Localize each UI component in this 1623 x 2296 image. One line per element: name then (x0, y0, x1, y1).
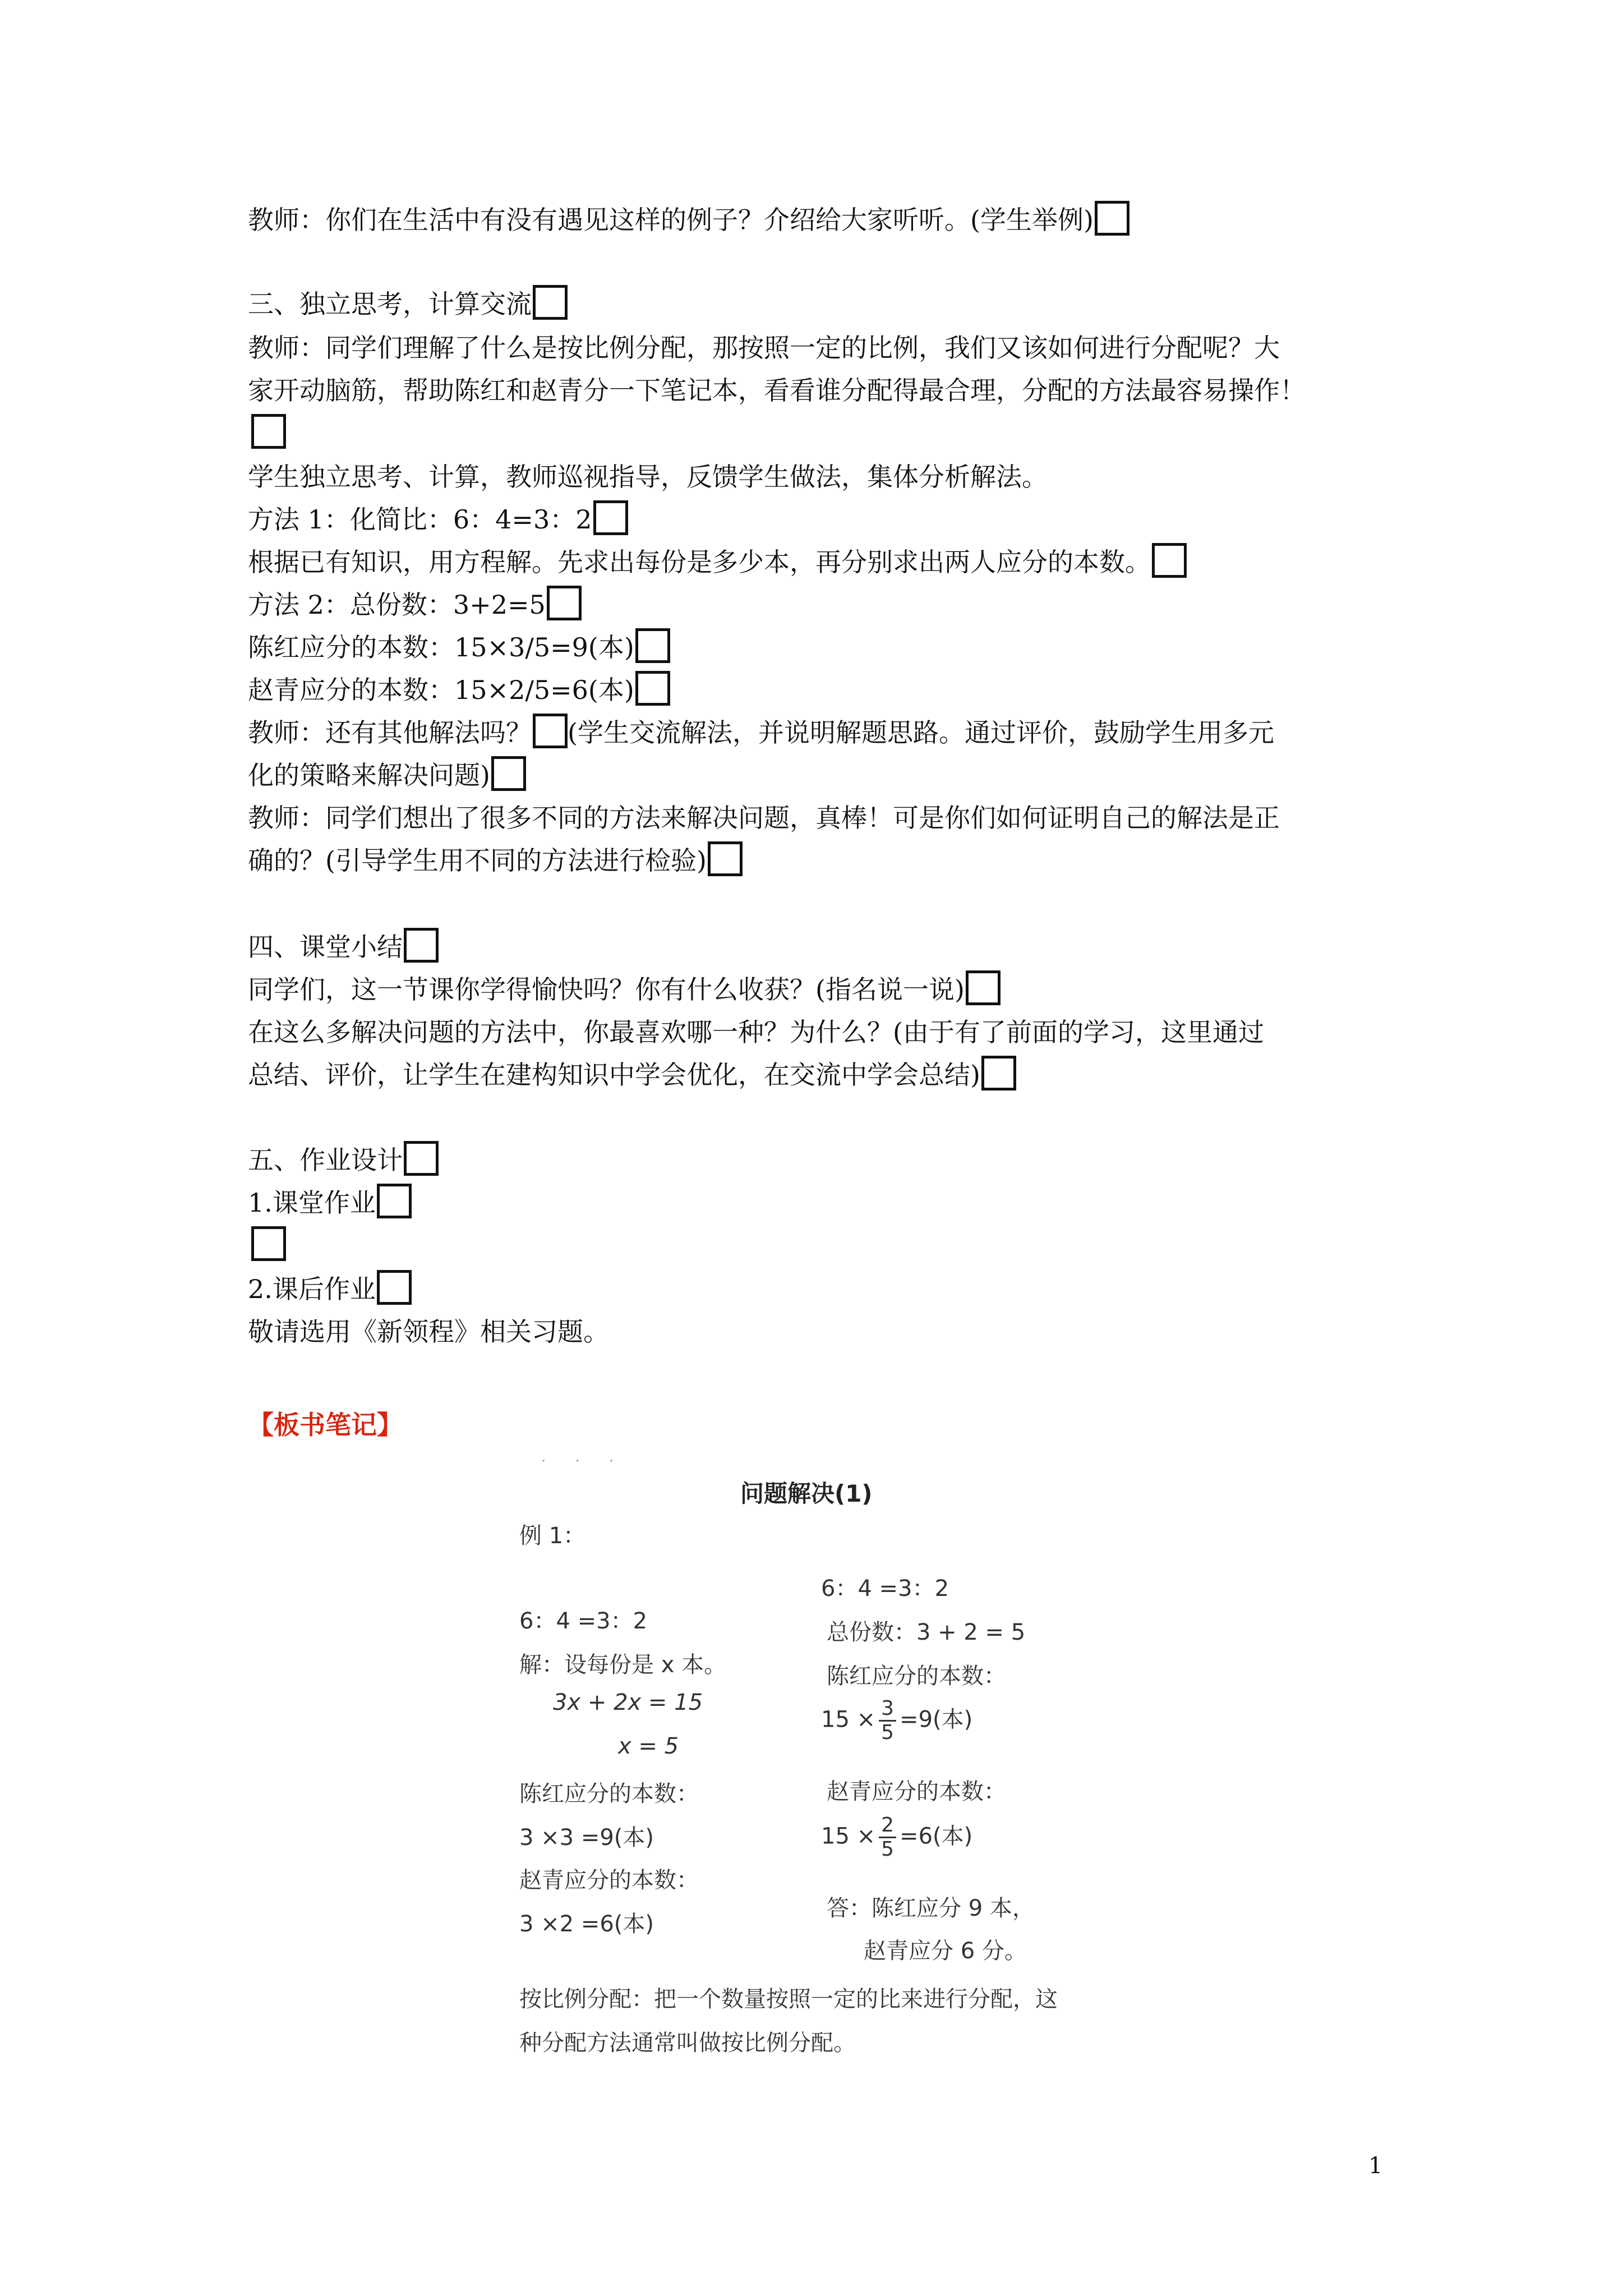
left-zhao-calc: 3 ×2 =6(本) (519, 1911, 654, 1937)
definition-line-2: 种分配方法通常叫做按比例分配。 (519, 2030, 856, 2056)
text-line: 2.课后作业 (248, 1269, 412, 1309)
placeholder-box (1152, 543, 1187, 578)
chen-calc-prefix: 15 × (821, 1706, 876, 1733)
placeholder-box (966, 970, 1000, 1005)
text-line: 根据已有知识，用方程解。先求出每份是多少本，再分别求出两人应分的本数。 (248, 542, 1187, 582)
left-ratio: 6：4 =3：2 (519, 1608, 648, 1634)
text-line: 确的？(引导学生用不同的方法进行检验) (248, 840, 743, 881)
text-line: 敬请选用《新领程》相关习题。 (248, 1317, 609, 1347)
left-let: 解：设每份是 x 本。 (519, 1652, 727, 1678)
placeholder-box (635, 671, 670, 706)
text-line: 家开动脑筋，帮助陈红和赵青分一下笔记本，看看谁分配得最合理，分配的方法最容易操作！ (248, 375, 1306, 406)
placeholder-box (251, 1226, 286, 1261)
text-line: 教师：同学们想出了很多不同的方法来解决问题，真棒！可是你们如何证明自己的解法是正 (248, 803, 1280, 833)
fraction-denominator: 5 (881, 1721, 895, 1744)
text-line: 化的策略来解决问题) (248, 755, 526, 795)
placeholder-box (491, 756, 526, 791)
left-zhao-label: 赵青应分的本数： (519, 1867, 699, 1893)
right-answer-1: 答：陈红应分 9 本， (827, 1895, 1035, 1921)
text-line: 1.课堂作业 (248, 1182, 412, 1223)
placeholder-box (981, 1056, 1016, 1091)
board-heading: 【板书笔记】 (248, 1410, 403, 1440)
definition-line-1: 按比例分配：把一个数量按照一定的比来进行分配，这 (519, 1986, 1058, 2012)
board-example: 例 1： (519, 1523, 586, 1549)
fraction-denominator: 5 (881, 1838, 895, 1861)
left-chen-calc: 3 ×3 =9(本) (519, 1825, 654, 1851)
text-line: 在这么多解决问题的方法中，你最喜欢哪一种？为什么？(由于有了前面的学习，这里通过 (248, 1017, 1264, 1047)
fraction-numerator: 2 (879, 1814, 896, 1838)
right-total: 总份数：3 + 2 = 5 (827, 1619, 1026, 1645)
left-equation-2: x = 5 (618, 1733, 679, 1759)
placeholder-box (377, 1184, 412, 1218)
placeholder-box (708, 841, 743, 876)
section-heading: 三、独立思考，计算交流 (248, 284, 568, 324)
text-line: 教师：同学们理解了什么是按比例分配，那按照一定的比例，我们又该如何进行分配呢？大 (248, 333, 1280, 363)
blackboard-notes-image (494, 1447, 1138, 2098)
placeholder-box (593, 500, 628, 535)
text-line: 方法 1：化简比：6：4=3：2 (248, 499, 628, 540)
text-line: 陈红应分的本数：15×3/5=9(本) (248, 627, 670, 668)
placeholder-box (377, 1270, 412, 1305)
zhao-calc-suffix: =6(本) (900, 1823, 973, 1849)
right-ratio: 6：4 =3：2 (821, 1576, 949, 1602)
placeholder-box (1095, 201, 1129, 236)
board-dots: · · · (541, 1453, 626, 1470)
placeholder-box (533, 285, 568, 320)
text-line: 教师：还有其他解法吗？ (学生交流解法，并说明解题思路。通过评价，鼓励学生用多元 (248, 712, 1274, 753)
right-chen-label: 陈红应分的本数： (827, 1663, 1006, 1689)
placeholder-box (404, 1141, 439, 1176)
placeholder-box (547, 586, 582, 620)
fraction (879, 1697, 896, 1744)
section-heading: 四、课堂小结 (248, 927, 439, 967)
text-line: 同学们，这一节课你学得愉快吗？你有什么收获？(指名说一说) (248, 969, 1000, 1010)
text-line: 学生独立思考、计算，教师巡视指导，反馈学生做法，集体分析解法。 (248, 462, 1048, 492)
right-chen-calc (821, 1697, 972, 1744)
section-heading: 五、作业设计 (248, 1140, 439, 1180)
fraction-numerator: 3 (879, 1697, 896, 1722)
text-line: 赵青应分的本数：15×2/5=6(本) (248, 670, 670, 710)
left-chen-label: 陈红应分的本数： (519, 1781, 699, 1807)
right-answer-2: 赵青应分 6 分。 (864, 1938, 1027, 1964)
text-line: 方法 2：总份数：3+2=5 (248, 585, 582, 625)
left-equation-1: 3x + 2x = 15 (553, 1690, 703, 1715)
text-line: 教师：你们在生活中有没有遇见这样的例子？介绍给大家听听。(学生举例) (248, 200, 1129, 240)
placeholder-box (404, 928, 439, 963)
placeholder-box (635, 628, 670, 663)
chen-calc-suffix: =9(本) (900, 1706, 973, 1733)
zhao-calc-prefix: 15 × (821, 1823, 876, 1849)
page-number: 1 (1368, 2153, 1383, 2179)
text-line: 总结、评价，让学生在建构知识中学会优化，在交流中学会总结) (248, 1055, 1016, 1095)
board-title: 问题解决(1) (740, 1480, 873, 1507)
right-zhao-calc (821, 1814, 972, 1861)
placeholder-box (251, 414, 286, 449)
placeholder-box (533, 714, 568, 748)
fraction (879, 1814, 896, 1861)
right-zhao-label: 赵青应分的本数： (827, 1779, 1006, 1805)
